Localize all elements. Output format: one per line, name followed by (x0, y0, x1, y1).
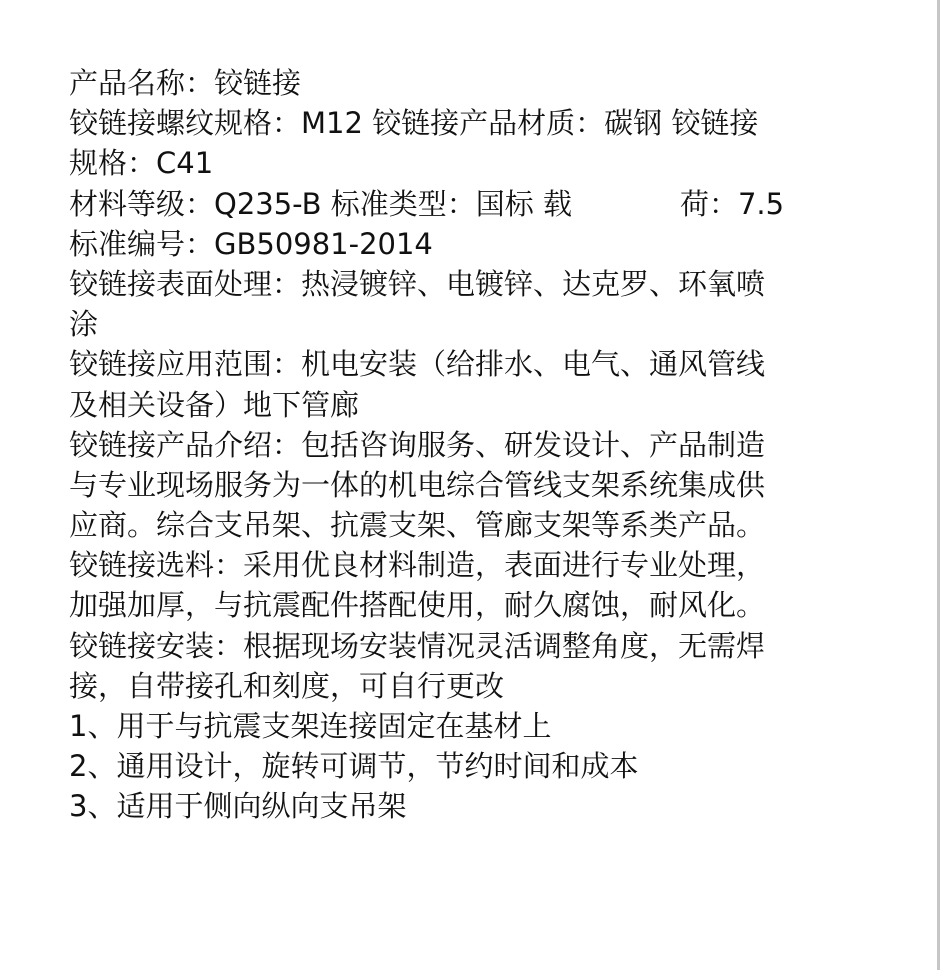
feature-item-2: 2、通用设计，旋转可调节，节约时间和成本 (69, 749, 639, 784)
spec-line: 铰链接螺纹规格：M12 铰链接产品材质：碳钢 铰链接 (69, 106, 759, 141)
material-grade-text: 材料等级：Q235-B 标准类型：国标 载 (69, 186, 572, 221)
feature-item-1: 1、用于与抗震支架连接固定在基材上 (69, 709, 552, 743)
installation-line-continued: 接，自带接孔和刻度，可自行更改 (69, 668, 505, 703)
product-description (69, 63, 899, 827)
material-grade-line (69, 184, 899, 224)
application-line: 铰链接应用范围：机电安装（给排水、电气、通风管线 (69, 347, 766, 382)
surface-treatment-line: 铰链接表面处理：热浸镀锌、电镀锌、达克罗、环氧喷 (69, 266, 766, 301)
product-name-line: 产品名称：铰链接 (69, 66, 302, 100)
material-selection-line-continued: 加强加厚，与抗震配件搭配使用，耐久腐蚀，耐风化。 (69, 588, 766, 623)
introduction-line-continued: 应商。综合支吊架、抗震支架、管廊支架等系类产品。 (69, 508, 766, 543)
load-text: 荷：7.5 (679, 186, 785, 221)
spec-line-continued: 规格：C41 (69, 146, 214, 181)
feature-item-3: 3、适用于侧向纵向支吊架 (69, 789, 407, 824)
introduction-line-continued: 与专业现场服务为一体的机电综合管线支架系统集成供 (69, 467, 766, 502)
surface-treatment-line-continued: 涂 (69, 307, 99, 342)
application-line-continued: 及相关设备）地下管廊 (69, 387, 360, 422)
material-selection-line: 铰链接选料：采用优良材料制造，表面进行专业处理， (69, 548, 766, 583)
standard-number-line: 标准编号：GB50981-2014 (69, 226, 433, 261)
installation-line: 铰链接安装：根据现场安装情况灵活调整角度，无需焊 (69, 628, 766, 663)
introduction-line: 铰链接产品介绍：包括咨询服务、研发设计、产品制造 (69, 427, 766, 462)
